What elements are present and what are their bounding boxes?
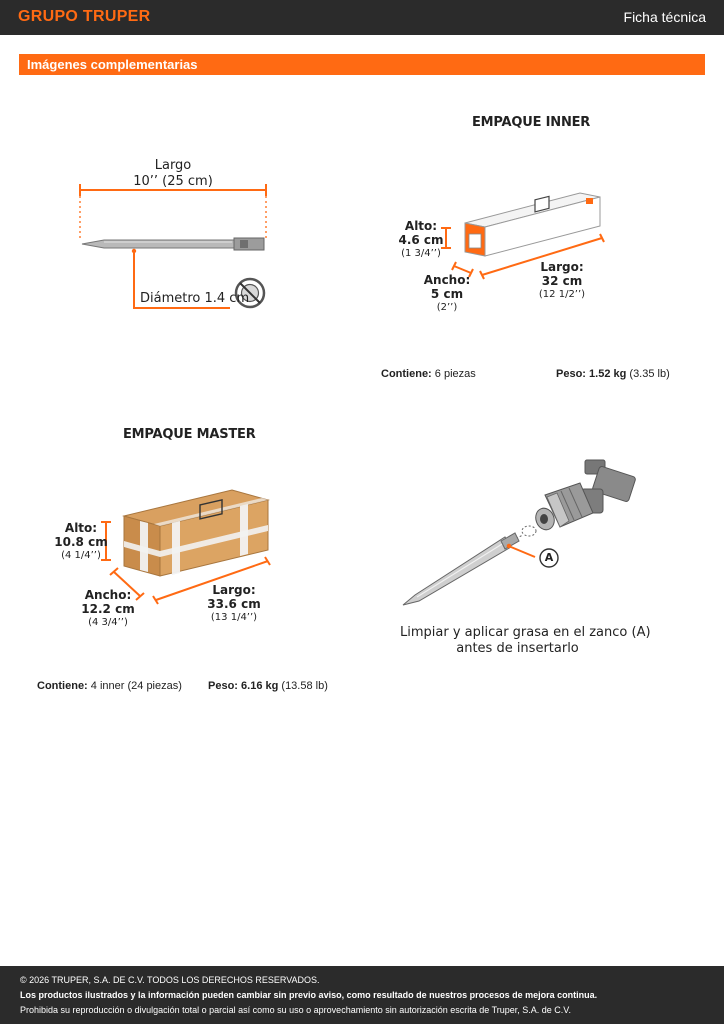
inner-weight [556, 368, 670, 380]
master-largo-cm: 33.6 cm [207, 597, 261, 611]
section-title: Imágenes complementarias [27, 57, 198, 72]
inner-contents-value: 6 piezas [434, 368, 476, 380]
master-ancho [78, 588, 138, 630]
master-alto-in: (4 1/4’’) [61, 550, 101, 561]
inner-weight-label: Peso: [556, 368, 586, 380]
inner-weight-lb: (3.35 lb) [629, 368, 670, 380]
master-weight-kg: 6.16 kg [241, 680, 279, 692]
sds-chuck-image [395, 455, 645, 615]
top-bar [0, 0, 724, 35]
inner-ancho-cm: 5 cm [430, 287, 464, 301]
inner-alto [392, 219, 450, 261]
section-header [19, 54, 705, 75]
master-contents-value: 4 inner (24 piezas) [90, 680, 182, 692]
master-weight-lb: (13.58 lb) [281, 680, 328, 692]
document-type: Ficha técnica [623, 9, 706, 25]
inner-largo-in: (12 1/2’’) [538, 289, 586, 300]
master-alto-cm: 10.8 cm [54, 535, 108, 549]
inner-alto-label: Alto: [404, 219, 438, 233]
footer-notice: Los productos ilustrados y la información pueden cambiar sin previo aviso, como resultado de nuestros procesos de mejora continua. [20, 990, 598, 1000]
master-alto-label: Alto: [64, 521, 98, 535]
instruction-line2: antes de insertarlo [456, 641, 579, 656]
inner-alto-cm: 4.6 cm [398, 233, 444, 247]
inner-ancho [420, 273, 474, 315]
master-largo-in: (13 1/4’’) [210, 612, 258, 623]
master-alto [52, 521, 110, 563]
master-ancho-cm: 12.2 cm [81, 602, 135, 616]
footer [0, 966, 724, 1024]
inner-largo-label: Largo: [540, 260, 584, 274]
inner-largo [532, 260, 592, 302]
inner-contents-label: Contiene: [381, 368, 432, 380]
master-ancho-in: (4 3/4’’) [88, 617, 128, 628]
inner-contents [381, 368, 476, 380]
master-largo [203, 583, 265, 625]
instruction-text [400, 625, 651, 657]
footer-prohibition: Prohibida su reproducción o divulgación total o parcial así como su uso o aprovechamiento sin autorización escrita de Truper, S.A. de C.V. [20, 1005, 571, 1015]
inner-ancho-label: Ancho: [423, 273, 471, 287]
instruction-line1: Limpiar y aplicar grasa en el zanco (A) [400, 625, 651, 640]
footer-copyright: © 2026 TRUPER, S.A. DE C.V. TODOS LOS DERECHOS RESERVADOS. [20, 975, 320, 985]
grease-marker-label: A [544, 551, 554, 564]
master-title: EMPAQUE MASTER [123, 427, 256, 442]
inner-alto-in: (1 3/4’’) [401, 248, 441, 259]
master-ancho-label: Ancho: [84, 588, 132, 602]
inner-ancho-in: (2’’) [436, 302, 458, 313]
inner-title: EMPAQUE INNER [472, 115, 591, 130]
master-weight [208, 680, 328, 692]
master-contents [37, 680, 182, 692]
inner-weight-kg: 1.52 kg [589, 368, 627, 380]
brand-logo: GRUPO TRUPER [18, 8, 151, 25]
product-length-label: Largo [154, 158, 192, 173]
master-contents-label: Contiene: [37, 680, 88, 692]
master-weight-label: Peso: [208, 680, 238, 692]
master-largo-label: Largo: [212, 583, 256, 597]
product-length-value: 10’’ (25 cm) [133, 174, 213, 189]
inner-largo-cm: 32 cm [541, 274, 583, 288]
product-diameter: Diámetro 1.4 cm [140, 291, 250, 306]
